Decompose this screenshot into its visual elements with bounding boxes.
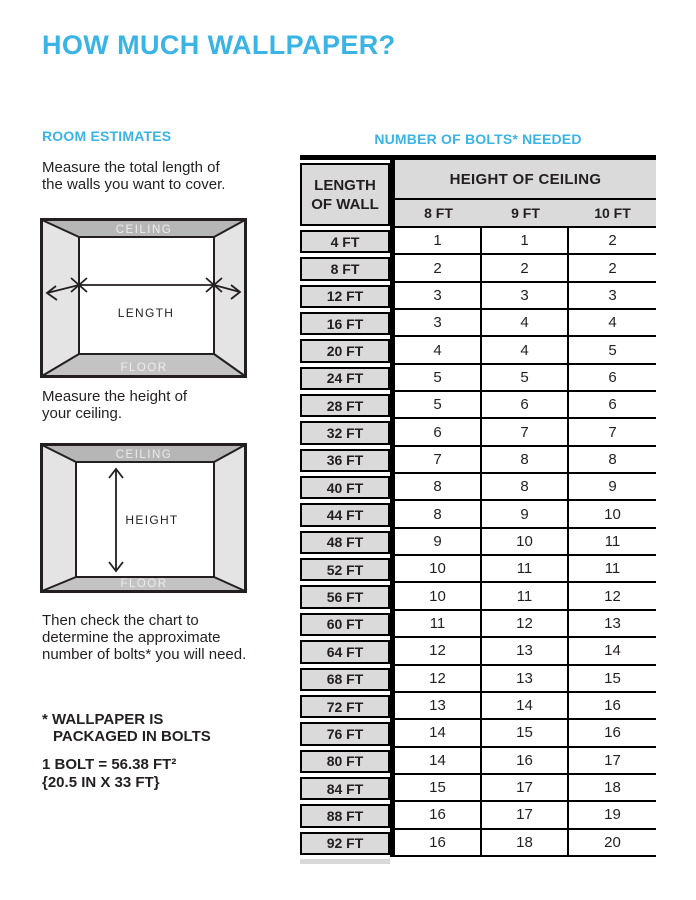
bolt-count-cell: 10 [482, 529, 569, 556]
bolt-count-cell: 16 [395, 802, 482, 829]
paragraph-line: Measure the height of [42, 388, 188, 405]
bolt-count-cell: 1 [395, 228, 482, 255]
floor-label: FLOOR [120, 578, 168, 590]
bolt-size-line: 1 BOLT = 56.38 FT² [42, 756, 177, 773]
row-label: 64 FT [300, 640, 390, 663]
right-wall-surface [214, 220, 245, 376]
length-label: LENGTH [117, 306, 175, 320]
ceiling-label: CEILING [115, 449, 173, 461]
bolt-count-cell: 1 [482, 228, 569, 255]
row-label: 52 FT [300, 558, 390, 581]
bolt-count-cell: 5 [395, 365, 482, 392]
row-label: 80 FT [300, 750, 390, 773]
bolts-table [300, 155, 656, 864]
column-header-8ft: 8 FT [395, 200, 482, 228]
bolt-count-cell: 5 [395, 392, 482, 419]
length-of-wall-header [300, 163, 390, 226]
height-label: HEIGHT [125, 513, 179, 527]
bolt-count-cell: 8 [395, 501, 482, 528]
note-line: * WALLPAPER IS [42, 711, 164, 728]
header-line: OF WALL [311, 195, 379, 213]
bolt-count-cell: 14 [482, 693, 569, 720]
bolt-count-cell: 10 [395, 556, 482, 583]
page-title: HOW MUCH WALLPAPER? [42, 30, 396, 60]
bolt-count-cell: 11 [482, 583, 569, 610]
bolt-count-cell: 8 [482, 474, 569, 501]
paragraph-line: your ceiling. [42, 405, 123, 422]
room-estimates-heading: ROOM ESTIMATES [42, 128, 172, 144]
paragraph-line: Then check the chart to [42, 612, 199, 629]
row-label: 32 FT [300, 421, 390, 444]
room-length-diagram [40, 218, 247, 378]
column-header-10ft: 10 FT [569, 200, 656, 228]
bolt-count-cell: 11 [482, 556, 569, 583]
row-label: 16 FT [300, 312, 390, 335]
bolts-needed-heading: NUMBER OF BOLTS* NEEDED [374, 131, 582, 147]
bolt-count-cell: 7 [569, 419, 656, 446]
bolt-count-cell: 8 [569, 447, 656, 474]
height-of-ceiling-header: HEIGHT OF CEILING [395, 160, 656, 200]
bolt-size-line: {20.5 IN X 33 FT} [42, 773, 160, 791]
bolt-count-cell: 12 [395, 638, 482, 665]
row-label: 84 FT [300, 777, 390, 800]
bolt-count-cell: 3 [395, 283, 482, 310]
bolt-count-cell: 13 [395, 693, 482, 720]
ceiling-label: CEILING [115, 224, 173, 236]
bolt-count-cell: 16 [395, 830, 482, 857]
bolt-count-cell: 12 [482, 611, 569, 638]
left-wall-surface [42, 445, 76, 591]
bolt-count-cell: 14 [395, 748, 482, 775]
bolt-count-cell: 15 [569, 666, 656, 693]
paragraph-line: the walls you want to cover. [42, 176, 226, 193]
bolt-count-cell: 10 [395, 583, 482, 610]
bolt-count-cell: 6 [482, 392, 569, 419]
bolt-count-cell: 9 [482, 501, 569, 528]
paragraph-line: number of bolts* you will need. [42, 646, 247, 663]
bolt-count-cell: 3 [395, 310, 482, 337]
bolt-count-cell: 15 [482, 720, 569, 747]
bolt-count-cell: 9 [395, 529, 482, 556]
right-wall-surface [214, 445, 245, 591]
wallpaper-bolts-note [42, 711, 211, 745]
column-header-9ft: 9 FT [482, 200, 569, 228]
label-column-footer-strip [300, 859, 390, 864]
bolt-count-cell: 17 [482, 775, 569, 802]
bolt-count-cell: 13 [482, 638, 569, 665]
bolt-count-cell: 16 [569, 720, 656, 747]
bolt-count-cell: 6 [569, 392, 656, 419]
bolt-count-cell: 17 [569, 748, 656, 775]
bolt-size-info [42, 756, 176, 791]
bolt-count-cell: 18 [482, 830, 569, 857]
note-line: PACKAGED IN BOLTS [53, 728, 211, 745]
bolt-count-cell: 11 [569, 556, 656, 583]
check-chart-paragraph [42, 612, 246, 663]
row-label: 28 FT [300, 394, 390, 417]
bolt-count-cell: 4 [395, 337, 482, 364]
row-label: 40 FT [300, 476, 390, 499]
row-label: 92 FT [300, 832, 390, 855]
bolt-count-cell: 19 [569, 802, 656, 829]
row-label: 72 FT [300, 695, 390, 718]
bolt-count-cell: 5 [482, 365, 569, 392]
bolt-count-cell: 17 [482, 802, 569, 829]
row-label: 20 FT [300, 339, 390, 362]
row-label: 56 FT [300, 585, 390, 608]
bolt-count-cell: 12 [569, 583, 656, 610]
bolt-count-cell: 14 [395, 720, 482, 747]
measure-height-paragraph [42, 388, 187, 422]
bolt-count-cell: 20 [569, 830, 656, 857]
bolt-count-cell: 15 [395, 775, 482, 802]
bolt-count-cell: 13 [569, 611, 656, 638]
bolt-count-cell: 11 [569, 529, 656, 556]
paragraph-line: Measure the total length of [42, 159, 220, 176]
bolt-count-cell: 4 [569, 310, 656, 337]
row-label: 24 FT [300, 367, 390, 390]
room-height-diagram [40, 443, 247, 593]
row-label: 76 FT [300, 722, 390, 745]
bolt-count-cell: 2 [395, 255, 482, 282]
bolt-count-cell: 6 [569, 365, 656, 392]
row-label: 68 FT [300, 668, 390, 691]
row-label: 88 FT [300, 804, 390, 827]
bolt-count-cell: 2 [569, 228, 656, 255]
bolt-count-cell: 14 [569, 638, 656, 665]
bolt-count-cell: 2 [482, 255, 569, 282]
bolt-count-cell: 7 [482, 419, 569, 446]
bolt-count-cell: 11 [395, 611, 482, 638]
paragraph-line: determine the approximate [42, 629, 221, 646]
bolt-count-cell: 4 [482, 310, 569, 337]
floor-label: FLOOR [120, 362, 168, 374]
bolt-count-cell: 5 [569, 337, 656, 364]
bolt-count-cell: 8 [482, 447, 569, 474]
bolt-count-cell: 9 [569, 474, 656, 501]
bolt-count-cell: 6 [395, 419, 482, 446]
bolt-count-cell: 3 [569, 283, 656, 310]
bolt-count-cell: 12 [395, 666, 482, 693]
row-label: 44 FT [300, 503, 390, 526]
row-label: 4 FT [300, 230, 390, 253]
measure-length-paragraph [42, 159, 225, 193]
left-wall-surface [42, 220, 79, 376]
bolt-count-cell: 8 [395, 474, 482, 501]
bolt-count-cell: 7 [395, 447, 482, 474]
row-label: 60 FT [300, 613, 390, 636]
bolt-count-cell: 3 [482, 283, 569, 310]
bolt-count-cell: 2 [569, 255, 656, 282]
row-label: 12 FT [300, 285, 390, 308]
bolt-count-cell: 4 [482, 337, 569, 364]
row-label: 8 FT [300, 257, 390, 280]
bolt-count-cell: 10 [569, 501, 656, 528]
bolts-table-grid [300, 160, 656, 857]
bolt-count-cell: 16 [482, 748, 569, 775]
header-line: LENGTH [314, 176, 376, 194]
row-label: 48 FT [300, 531, 390, 554]
bolt-count-cell: 18 [569, 775, 656, 802]
bolt-count-cell: 16 [569, 693, 656, 720]
row-label: 36 FT [300, 449, 390, 472]
bolt-count-cell: 13 [482, 666, 569, 693]
